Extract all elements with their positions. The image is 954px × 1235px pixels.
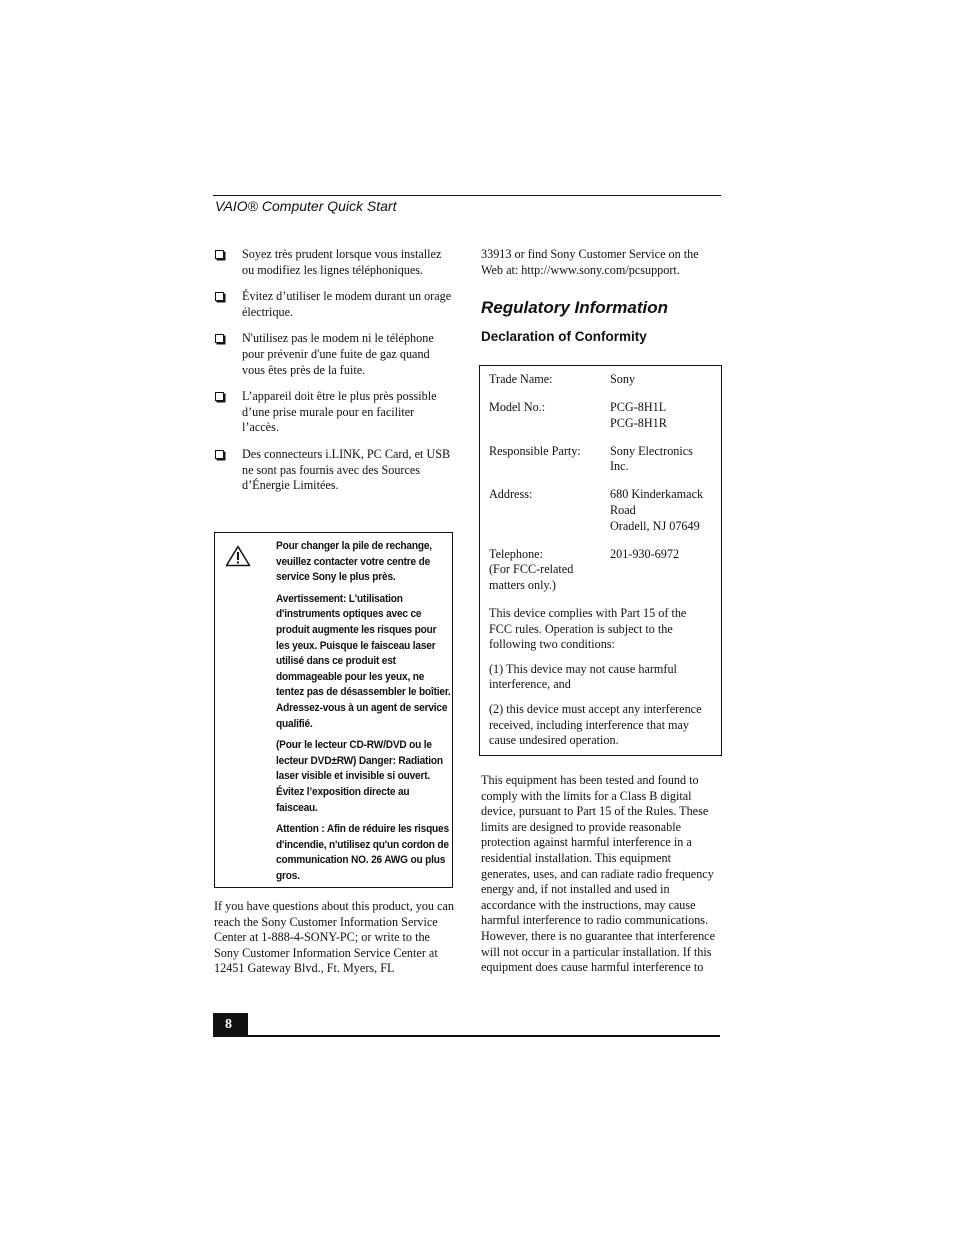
subsection-title: Declaration of Conformity <box>481 329 647 344</box>
safety-bullet-list <box>214 247 454 494</box>
warning-box <box>214 532 453 888</box>
conformity-value: 201-930-6972 <box>610 546 680 561</box>
page-number: 8 <box>213 1013 248 1037</box>
conformity-label: Responsible Party: <box>489 443 581 458</box>
list-item: N'utilisez pas le modem ni le téléphone pour prévenir d'une fuite de gaz quand vous êtes près de la fuite. <box>214 331 454 378</box>
footer-rule <box>248 1035 720 1037</box>
running-title: VAIO® Computer Quick Start <box>215 198 397 214</box>
warning-paragraph: Avertissement: L'utilisation d'instruments optiques avec ce produit augmente les risques pour les yeux. Puisque le faisceau laser utilisé dans ce produit est dommageable pour les yeux, ne tentez pas de désassembler le boîtier. Adressez-vous à un agent de service qualifié. <box>276 592 451 730</box>
conformity-label: Trade Name: <box>489 372 553 386</box>
conformity-row <box>489 400 712 431</box>
declaration-of-conformity-box <box>479 365 722 756</box>
checkbox-bullet-icon <box>215 392 224 401</box>
conformity-label: Address: <box>489 487 533 502</box>
list-item: Des connecteurs i.LINK, PC Card, et USB ne sont pas fournis avec des Sources d’Énergie Limitées. <box>214 447 454 494</box>
conformity-paragraph: (2) this device must accept any interference received, including interference that may cause undesired operation. <box>489 702 702 748</box>
conformity-label: Model No.: <box>489 400 546 415</box>
left-column <box>214 247 454 505</box>
right-column <box>481 247 721 278</box>
conformity-value: Sony <box>610 372 636 386</box>
warning-paragraph: Attention : Afin de réduire les risques d'incendie, n'utilisez qu'un cordon de communication NO. 26 AWG ou plus gros. <box>276 823 449 882</box>
checkbox-bullet-icon <box>215 250 224 259</box>
conformity-row <box>489 487 712 534</box>
header-rule <box>213 195 721 196</box>
conformity-label: Telephone: (For FCC-related matters only.) <box>489 546 574 592</box>
conformity-row <box>489 372 712 388</box>
warning-paragraph: Pour changer la pile de rechange, veuillez contacter votre centre de service Sony le plus près. <box>276 540 432 584</box>
warning-text <box>276 539 451 890</box>
section-title: Regulatory Information <box>481 298 669 317</box>
contact-continued: 33913 or find Sony Customer Service on the Web at: http://www.sony.com/pcsupport. <box>481 247 699 277</box>
checkbox-bullet-icon <box>215 450 224 459</box>
fcc-paragraph: This equipment has been tested and found to comply with the limits for a Class B digital device, pursuant to Part 15 of the Rules. These limits are designed to provide reasonable protection against harmful interference in a residential installation. This equipment generates, uses, and can radiate radio frequency energy and, if not installed and used in accordance with the instructions, may cause harmful interference to radio communications. However, there is no guarantee that interference will not occur in a particular installation. If this equipment does cause harmful interference to <box>481 773 716 975</box>
checkbox-bullet-icon <box>215 292 224 301</box>
list-item: L’appareil doit être le plus près possible d’une prise murale pour en faciliter l’accès. <box>214 389 454 436</box>
list-item: Évitez d’utiliser le modem durant un orage électrique. <box>214 289 454 320</box>
conformity-value: Sony Electronics Inc. <box>610 443 693 474</box>
conformity-value: 680 Kinderkamack Road Oradell, NJ 07649 <box>610 487 704 533</box>
checkbox-bullet-icon <box>215 334 224 343</box>
conformity-paragraph: This device complies with Part 15 of the FCC rules. Operation is subject to the following two conditions: <box>489 606 687 652</box>
conformity-row <box>489 547 712 594</box>
conformity-paragraph: (1) This device may not cause harmful interference, and <box>489 661 677 692</box>
list-item: Soyez très prudent lorsque vous installez ou modifiez les lignes téléphoniques. <box>214 247 454 278</box>
warning-paragraph: (Pour le lecteur CD-RW/DVD ou le lecteur DVD±RW) Danger: Radiation laser visible et invisible si ouvert. Évitez l’exposition directe au faisceau. <box>276 739 443 814</box>
conformity-row <box>489 444 712 475</box>
conformity-value: PCG-8H1L PCG-8H1R <box>610 400 667 430</box>
warning-triangle-icon <box>225 545 251 567</box>
contact-paragraph: If you have questions about this product, you can reach the Sony Customer Information Service Center at 1-888-4-SONY-PC; or write to the Sony Customer Information Service Center at 12451 Gateway Blvd., Ft. Myers, FL <box>214 899 454 976</box>
